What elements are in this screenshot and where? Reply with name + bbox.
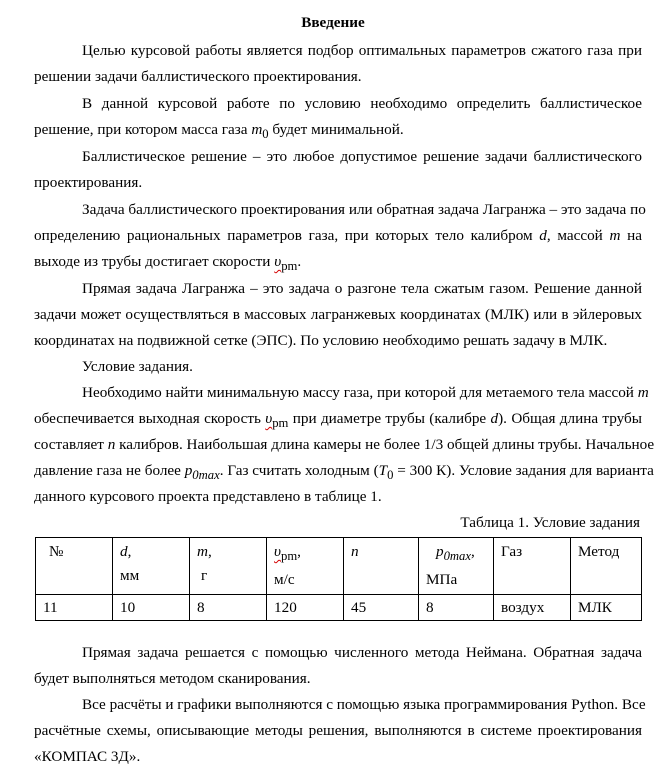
text-line: составляет n калибров. Наибольшая длина камеры не более 1/3 общей длины трубы. Начальное xyxy=(34,436,655,453)
paragraph-condition xyxy=(34,380,655,510)
var-m: m xyxy=(609,227,621,244)
var-p: p xyxy=(184,462,193,479)
text-line: Целью курсовой работы является подбор оптимальных параметров сжатого газа при xyxy=(82,42,642,59)
var-upm: $\upsilon_{pm}$ xyxy=(274,253,298,274)
text-line: будет выполняться методом сканирования. xyxy=(34,670,311,687)
paragraph-ballistic-solution xyxy=(34,144,642,196)
table-cell: МЛК xyxy=(571,595,642,621)
table-cell: 8 xyxy=(190,595,267,621)
var-d: d xyxy=(490,410,499,427)
var-upm: $\upsilon_{pm}$ xyxy=(265,410,289,431)
text-line: «КОМПАС 3Д». xyxy=(34,748,141,765)
table-caption: Таблица 1. Условие задания xyxy=(460,514,640,531)
table-cell: 8 xyxy=(419,595,494,621)
condition-table xyxy=(35,537,642,621)
header-cell-p0max: $p_{0max}$, МПа xyxy=(419,538,494,595)
paragraph-tools xyxy=(34,692,646,770)
text-line: Необходимо найти минимальную массу газа, при которой для метаемого тела массой m xyxy=(82,384,649,401)
text-line: Задача баллистического проектирования или обратная задача Лагранжа – это задача по xyxy=(82,201,646,218)
table-header-row xyxy=(36,538,642,595)
table-cell: воздух xyxy=(494,595,571,621)
subscript: 0 xyxy=(262,127,269,142)
section-heading: Введение xyxy=(301,14,365,31)
text-line: расчётные схемы, описывающие методы решения, выполняются в системе проектирования xyxy=(34,722,642,739)
table-cell: 10 xyxy=(113,595,190,621)
table-cell: 120 xyxy=(267,595,344,621)
table-row xyxy=(36,595,642,621)
text-line: данного курсового проекта представлено в таблице 1. xyxy=(34,488,382,505)
header-cell-gas: Газ xyxy=(494,538,571,595)
text-line: Все расчёты и графики выполняются с помощью языка программирования Python. Все xyxy=(82,696,646,713)
var-t: T xyxy=(378,462,388,479)
text-line: Прямая задача решается с помощью численного метода Неймана. Обратная задача xyxy=(82,644,642,661)
header-cell-method: Метод xyxy=(571,538,642,595)
text-line: определению рациональных параметров газа, при которых тело калибром d, массой m на xyxy=(34,227,642,244)
paragraph-task xyxy=(34,91,642,143)
text-line: выходе из трубы достигает скорости $\upsilon_{pm}$. xyxy=(34,253,302,274)
text-line: Условие задания. xyxy=(82,358,193,375)
var-n: n xyxy=(107,436,116,453)
paragraph-direct-problem xyxy=(34,276,642,354)
text-line: В данной курсовой работе по условию необходимо определить баллистическое xyxy=(82,95,642,112)
text-line: давление газа не более $p_{0max}$. Газ считать холодным ($T_0 = 300$ К). Условие задания для варианта xyxy=(34,462,654,483)
header-cell-d: d, мм xyxy=(113,538,190,595)
header-cell-upm: $\upsilon_{pm}$, м/с xyxy=(267,538,344,595)
paragraph-inverse-problem xyxy=(34,197,646,275)
header-cell-n: n xyxy=(344,538,419,595)
text-line: обеспечивается выходная скорость $\upsilon_{pm}$ при диаметре трубы (калибре d). Общая длина трубы xyxy=(34,410,642,431)
text-line: Баллистическое решение – это любое допустимое решение задачи баллистического xyxy=(82,148,642,165)
header-cell-number: № xyxy=(36,538,113,595)
text-line: проектирования. xyxy=(34,174,143,191)
text-line: задачи может осуществляться в массовых лагранжевых координатах (МЛК) или в эйлеровых xyxy=(34,306,642,323)
text-line: решении задачи баллистического проектирования. xyxy=(34,68,362,85)
text-line: координатах на подвижной сетке (ЭПС). По условию необходимо решать задачу в МЛК. xyxy=(34,332,608,349)
text-line: Прямая задача Лагранжа – это задача о разгоне тела сжатым газом. Решение данной xyxy=(82,280,642,297)
paragraph-method xyxy=(34,640,642,692)
var-m: m xyxy=(637,384,649,401)
var-m: m xyxy=(251,121,263,138)
table-cell: 11 xyxy=(36,595,113,621)
paragraph-condition-title xyxy=(34,354,642,380)
table-cell: 45 xyxy=(344,595,419,621)
text-line: решение, при котором масса газа $m_0$ будет минимальной. xyxy=(34,121,404,142)
var-d: d xyxy=(539,227,547,244)
paragraph-goal xyxy=(34,38,642,90)
header-cell-m: m, г xyxy=(190,538,267,595)
